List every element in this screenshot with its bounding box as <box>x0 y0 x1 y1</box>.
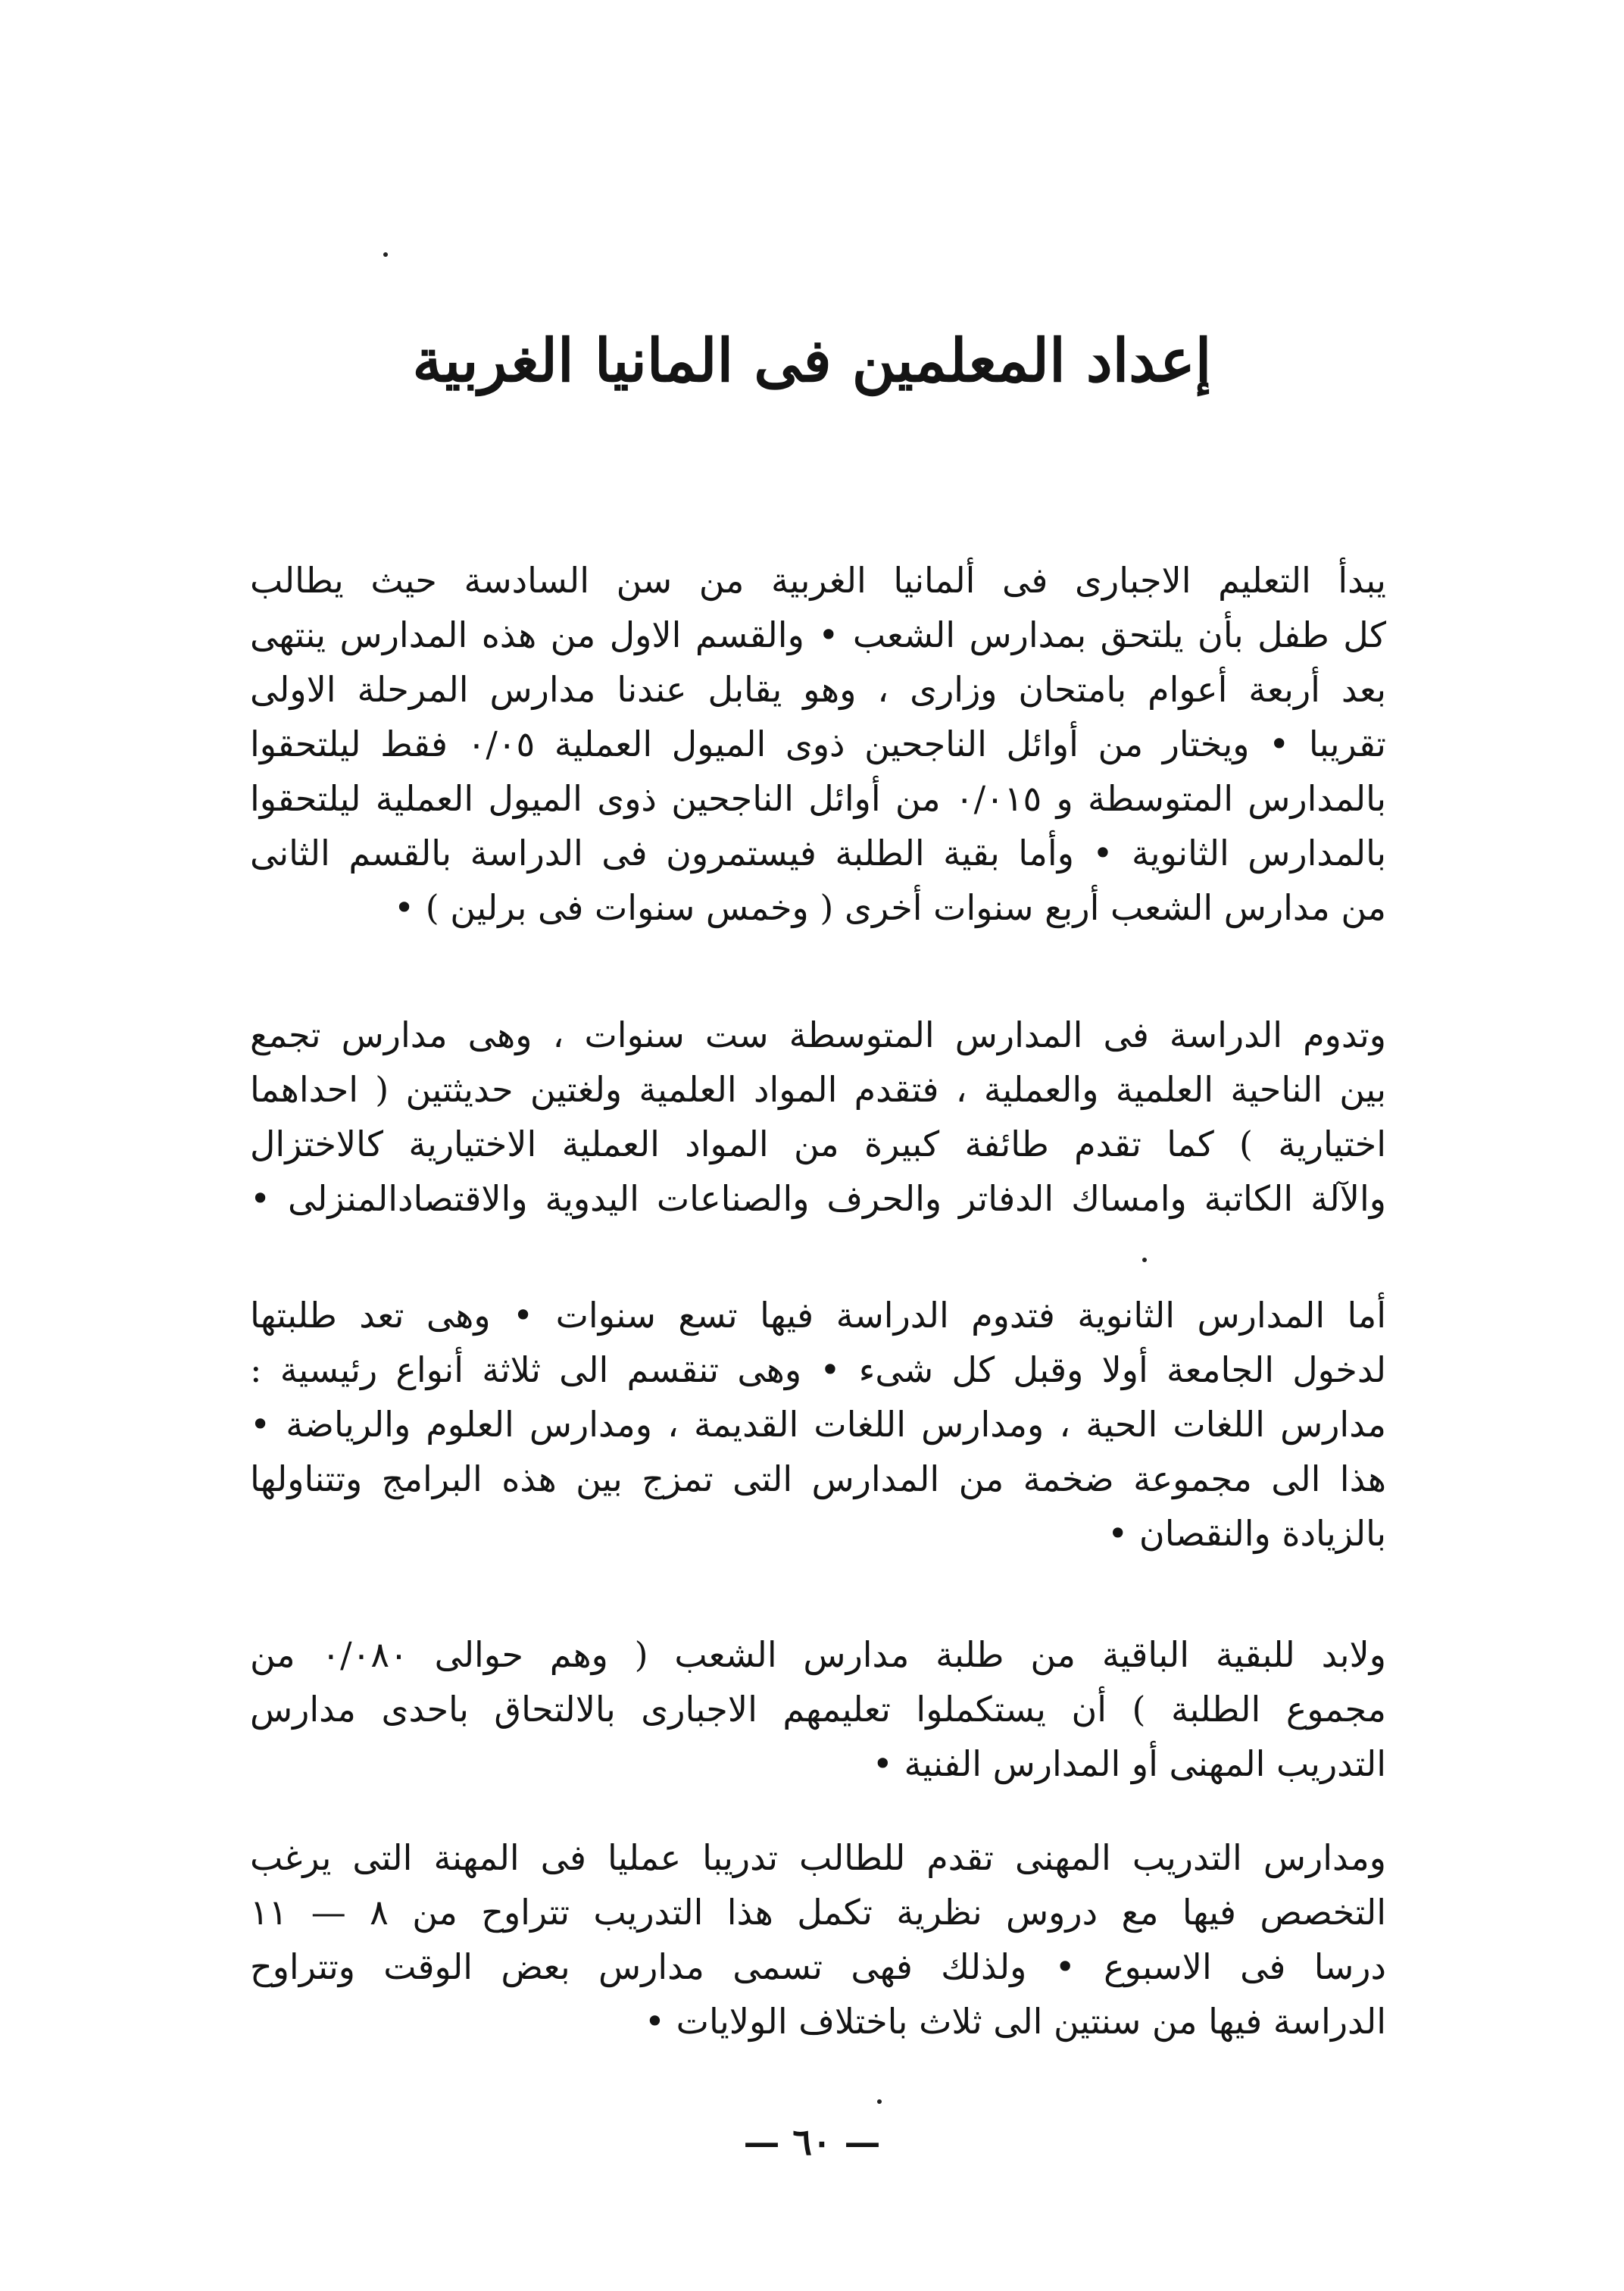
page-number: — ٦٠ — <box>743 2121 881 2164</box>
text-line: مدارس اللغات الحية ، ومدارس اللغات القديمة ، ومدارس العلوم والرياضة • <box>250 1404 1387 1445</box>
text-line: بعد أربعة أعوام بامتحان وزارى ، وهو يقابل عندنا مدارس المرحلة الاولى <box>250 669 1386 710</box>
paragraph-compulsory-education <box>250 553 1386 935</box>
text-line: مجموع الطلبة ) أن يستكملوا تعليمهم الاجبارى بالالتحاق باحدى مدارس <box>250 1689 1386 1730</box>
text-line: بالمدارس الثانوية • وأما بقية الطلبة فيستمرون فى الدراسة بالقسم الثانى <box>250 833 1386 874</box>
text-line: بالمدارس المتوسطة و ٠/٠١٥ من أوائل الناجحين ذوى الميول العملية ليلتحقوا <box>250 778 1386 819</box>
text-line: كل طفل بأن يلتحق بمدارس الشعب • والقسم الاول من هذه المدارس ينتهى <box>250 614 1386 655</box>
paragraph-middle-schools <box>250 1008 1386 1226</box>
text-line: درسا فى الاسبوع • ولذلك فهى تسمى مدارس بعض الوقت وتتراوح <box>250 1946 1386 1987</box>
page-title: إعداد المعلمين فى المانيا الغربية <box>412 327 1212 395</box>
ink-speck <box>383 252 388 257</box>
text-line: هذا الى مجموعة ضخمة من المدارس التى تمزج بين هذه البرامج وتتناولها <box>250 1458 1386 1499</box>
paragraph-secondary-schools <box>250 1288 1386 1561</box>
text-line: بين الناحية العلمية والعملية ، فتقدم المواد العلمية ولغتين حديثتين ( احداهما <box>250 1069 1386 1110</box>
text-line: اختيارية ) كما تقدم طائفة كبيرة من المواد العملية الاختيارية كالاختزال <box>250 1124 1386 1164</box>
text-line: والآلة الكاتبة وامساك الدفاتر والحرف والصناعات اليدوية والاقتصادالمنزلى • <box>250 1178 1386 1219</box>
paragraph-remaining-students <box>250 1627 1386 1791</box>
text-line: يبدأ التعليم الاجبارى فى ألمانيا الغربية من سن السادسة حيث يطالب <box>250 560 1386 601</box>
text-line: وتدوم الدراسة فى المدارس المتوسطة ست سنوات ، وهى مدارس تجمع <box>250 1014 1386 1055</box>
paragraph-vocational-training <box>250 1830 1386 2049</box>
text-line: من مدارس الشعب أربع سنوات أخرى ( وخمس سنوات فى برلين ) • <box>393 887 1386 928</box>
text-line: التدريب المهنى أو المدارس الفنية • <box>872 1743 1386 1784</box>
text-line: لدخول الجامعة أولا وقبل كل شىء • وهى تنقسم الى ثلاثة أنواع رئيسية : <box>250 1349 1386 1390</box>
text-line: بالزيادة والنقصان • <box>1107 1513 1386 1554</box>
text-line: أما المدارس الثانوية فتدوم الدراسة فيها تسع سنوات • وهى تعد طلبتها <box>250 1295 1386 1336</box>
text-line: التخصص فيها مع دروس نظرية تكمل هذا التدريب تتراوح من ٨ — ١١ <box>250 1892 1387 1933</box>
text-line: ومدارس التدريب المهنى تقدم للطالب تدريبا عمليا فى المهنة التى يرغب <box>250 1837 1386 1878</box>
ink-speck <box>877 2099 882 2104</box>
ink-speck <box>1142 1258 1147 1262</box>
text-line: الدراسة فيها من سنتين الى ثلاث باختلاف الولايات • <box>644 2001 1386 2042</box>
text-line: تقريبا • ويختار من أوائل الناجحين ذوى الميول العملية ٠/٠٥ فقط ليلتحقوا <box>250 724 1386 764</box>
text-line: ولابد للبقية الباقية من طلبة مدارس الشعب ( وهم حوالى ٠/٠٨٠ من <box>250 1634 1386 1675</box>
